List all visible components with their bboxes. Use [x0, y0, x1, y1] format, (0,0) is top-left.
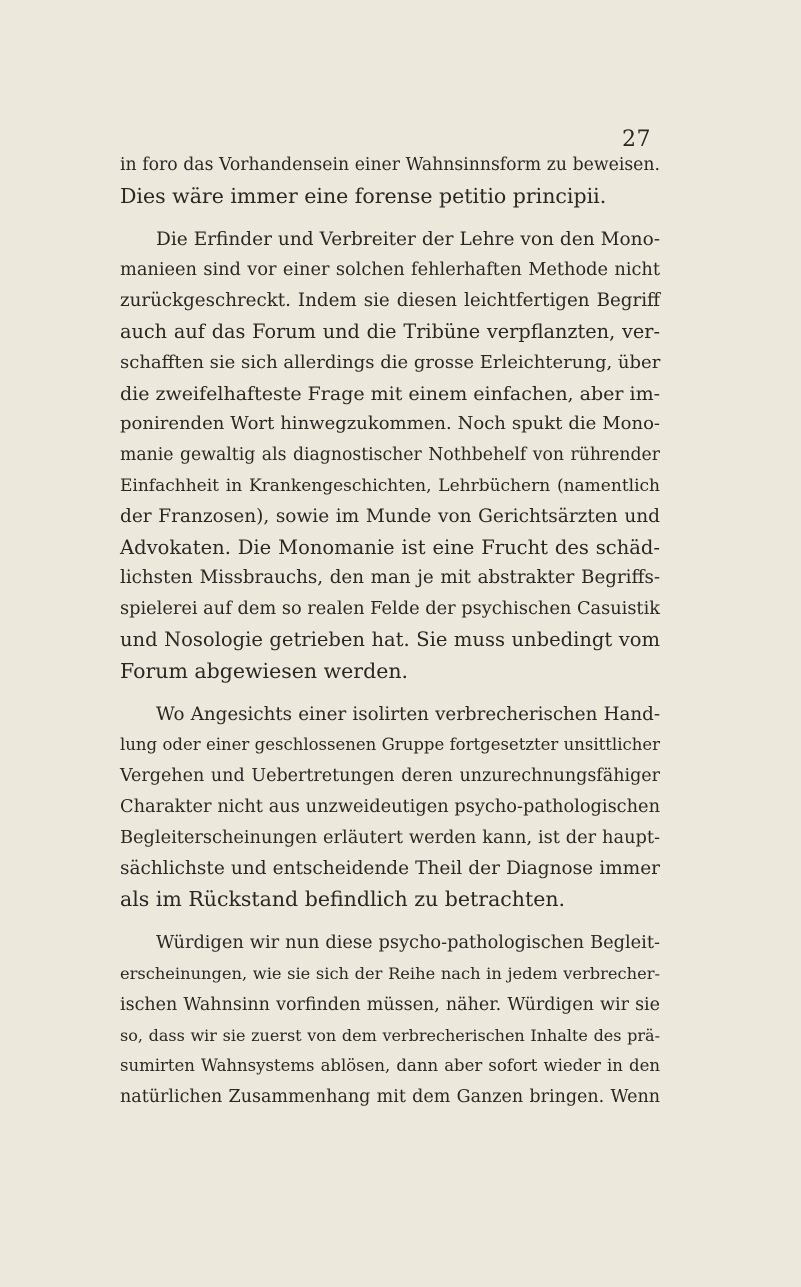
text-line: als im Rückstand befindlich zu betrachten. [120, 887, 566, 912]
text-line: lichsten Missbrauchs, den man je mit abstrakter Begriffs- [120, 567, 660, 589]
text-line: und Nosologie getrieben hat. Sie muss unbedingt vom [120, 627, 660, 651]
text-line: erscheinungen, wie sie sich der Reihe nach in jedem verbrecher- [120, 963, 660, 983]
text-line: auch auf das Forum und die Tribüne verpflanzten, ver- [120, 319, 660, 343]
text-line: Begleiterscheinungen erläutert werden kann, ist der haupt- [120, 827, 660, 848]
text-line: Vergehen und Uebertretungen deren unzurechnungsfähiger [120, 766, 660, 787]
text-line: zurückgeschreckt. Indem sie diesen leichtfertigen Begriff [120, 290, 660, 312]
paragraph-3 [120, 700, 660, 916]
text-line: der Franzosen), sowie im Munde von Gerichtsärzten und [120, 505, 660, 527]
text-line: Wo Angesichts einer isolirten verbrecherischen Hand- [156, 703, 660, 725]
text-line: manie gewaltig als diagnostischer Nothbehelf von rührender [120, 445, 660, 466]
paragraph-1 [120, 150, 660, 212]
text-line: ponirenden Wort hinwegzukommen. Noch spukt die Mono- [120, 413, 660, 435]
text-line: so, dass wir sie zuerst von dem verbrecherischen Inhalte des prä- [120, 1025, 660, 1045]
page-number: 27 [622, 127, 651, 152]
text-line: lung oder einer geschlossenen Gruppe fortgesetzter unsittlicher [120, 735, 660, 755]
text-line: ischen Wahnsinn vorfinden müssen, näher. Würdigen wir sie [120, 994, 660, 1015]
text-line: sächlichste und entscheidende Theil der Diagnose immer [120, 857, 660, 879]
paragraph-2 [120, 225, 660, 687]
text-line: Forum abgewiesen werden. [120, 658, 409, 683]
text-line: natürlichen Zusammenhang mit dem Ganzen bringen. Wenn [120, 1087, 660, 1108]
paragraph-4 [120, 928, 660, 1113]
text-line: manieen sind vor einer solchen fehlerhaften Methode nicht [120, 260, 660, 281]
text-line: sumirten Wahnsystems ablösen, dann aber sofort wieder in den [120, 1056, 660, 1076]
text-line: Würdigen wir nun diese psycho-pathologischen Begleit- [156, 933, 660, 954]
text-line: Advokaten. Die Monomanie ist eine Frucht des schäd- [120, 535, 660, 559]
text-line: schafften sie sich allerdings die grosse Erleichterung, über [120, 351, 661, 373]
text-line: Dies wäre immer eine forense petitio principii. [120, 183, 607, 208]
text-line: Einfachheit in Krankengeschichten, Lehrbüchern (namentlich [120, 475, 660, 496]
body-text [120, 150, 660, 1113]
text-line: Charakter nicht aus unzweideutigen psycho-pathologischen [120, 796, 660, 817]
text-line: in foro das Vorhandensein einer Wahnsinnsform zu beweisen. [120, 155, 660, 175]
text-line: spielerei auf dem so realen Felde der psychischen Casuistik [120, 599, 660, 620]
text-line: die zweifelhafteste Frage mit einem einfachen, aber im- [120, 382, 661, 405]
text-line: Die Erfinder und Verbreiter der Lehre von den Mono- [156, 228, 660, 250]
